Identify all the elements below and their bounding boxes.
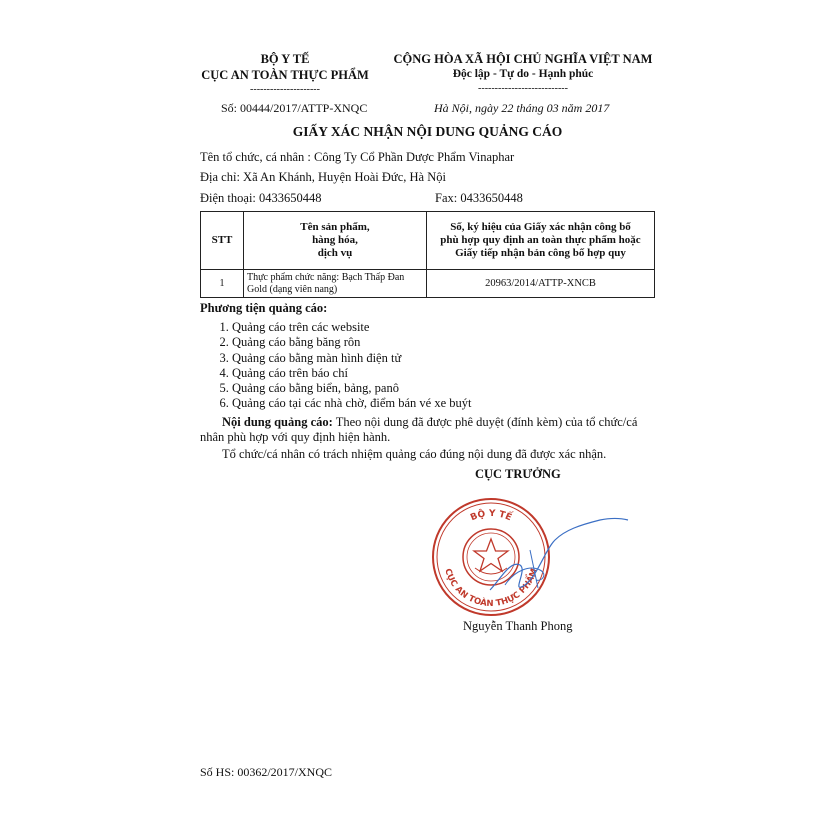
header-cert-line2: phù hợp quy định an toàn thực phẩm hoặc xyxy=(440,234,641,246)
header-product-line3: dịch vụ xyxy=(317,247,353,259)
list-item: 1. Quảng cáo trên các website xyxy=(232,320,472,335)
header-cert-line3: Giấy tiếp nhận bản công bố hợp quy xyxy=(455,247,626,259)
national-motto: Độc lập - Tự do - Hạnh phúc xyxy=(452,68,594,80)
row-stt: 1 xyxy=(201,270,244,298)
list-item: 4. Quảng cáo trên báo chí xyxy=(232,366,472,381)
content-label: Nội dung quảng cáo: xyxy=(222,415,333,429)
republic-name: CỘNG HÒA XÃ HỘI CHỦ NGHĨA VIỆT NAM xyxy=(393,52,653,66)
org-name: Tên tổ chức, cá nhân : Công Ty Cổ Phần Dược Phẩm Vinaphar xyxy=(200,150,515,164)
list-item: 3. Quảng cáo bằng màn hình điện tử xyxy=(232,351,472,366)
place-date: Hà Nội, ngày 22 tháng 03 năm 2017 xyxy=(434,101,610,115)
product-table xyxy=(200,211,655,298)
header-cert-line1: Số, ký hiệu của Giấy xác nhận công bố xyxy=(450,221,631,233)
row-product xyxy=(244,270,427,298)
row-product-line1: Thực phẩm chức năng: Bạch Thấp Đan xyxy=(247,271,405,283)
org-phone: Điện thoại: 0433650448 xyxy=(200,191,322,205)
seal-bottom-text: CỤC AN TOÀN THỰC PHẨM xyxy=(442,567,540,610)
header-product xyxy=(244,212,427,270)
signer-title: CỤC TRƯỞNG xyxy=(475,467,561,481)
media-heading: Phương tiện quảng cáo: xyxy=(200,301,328,315)
header-certificate xyxy=(427,212,655,270)
document-title: GIẤY XÁC NHẬN NỘI DUNG QUẢNG CÁO xyxy=(292,124,563,139)
list-item: 5. Quảng cáo bằng biển, bảng, panô xyxy=(232,381,472,396)
responsibility-text: Tổ chức/cá nhân có trách nhiệm quảng cáo đúng nội dung đã được xác nhận. xyxy=(222,447,607,461)
row-product-line2: Gold (dạng viên nang) xyxy=(247,283,338,295)
media-list xyxy=(204,320,472,412)
seal-top-text: BỘ Y TẾ xyxy=(469,508,513,524)
left-divider: --------------------- xyxy=(250,84,320,95)
document-number: Số: 00444/2017/ATTP-XNQC xyxy=(221,101,368,115)
list-item: 6. Quảng cáo tại các nhà chờ, điểm bán vé xe buýt xyxy=(232,396,472,411)
signer-name: Nguyễn Thanh Phong xyxy=(463,619,573,633)
department-name: CỤC AN TOÀN THỰC PHẨM xyxy=(201,68,369,82)
org-address: Địa chỉ: Xã An Khánh, Huyện Hoài Đức, Hà Nội xyxy=(200,170,446,184)
header-stt: STT xyxy=(201,212,244,270)
signature-scribble xyxy=(470,510,640,610)
list-item: 2. Quảng cáo bằng băng rôn xyxy=(232,335,472,350)
table-header-row xyxy=(201,212,655,270)
org-fax: Fax: 0433650448 xyxy=(435,191,523,205)
header-product-line2: hàng hóa, xyxy=(312,234,358,246)
header-product-line1: Tên sản phẩm, xyxy=(300,221,370,233)
ministry-name: BỘ Y TẾ xyxy=(260,52,310,66)
table-row xyxy=(201,270,655,298)
row-certificate: 20963/2014/ATTP-XNCB xyxy=(427,270,655,298)
content-paragraph xyxy=(200,415,660,445)
content-text: Theo nội dung đã được phê duyệt (đính kèm) của tổ chức/cá nhân phù hợp với quy định hiện hành. xyxy=(200,415,638,444)
right-divider: --------------------------- xyxy=(478,83,568,94)
dossier-number: Số HS: 00362/2017/XNQC xyxy=(200,765,333,779)
